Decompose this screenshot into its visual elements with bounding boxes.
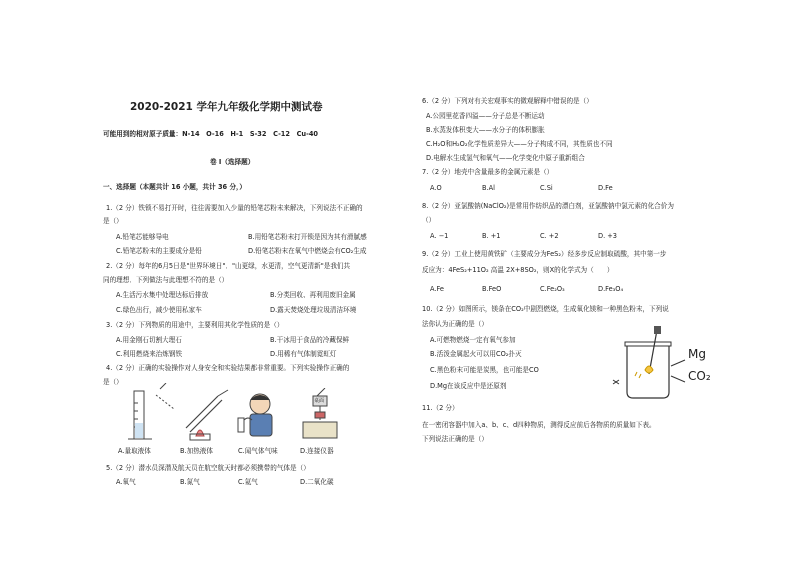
smelling-gas-figure <box>232 390 277 440</box>
q9-option-b: B.FeO <box>482 285 502 293</box>
q3-option-b: B.干冰用于食品的冷藏保鲜 <box>270 336 350 344</box>
q5-option-d: D.二氧化碳 <box>300 478 334 486</box>
q10-option-d: D.Mg在该反应中是还原剂 <box>430 382 507 390</box>
q4-stem-line1: 4.（2 分）正确的实验操作对人身安全和实验结果都非常重要。下列实验操作正确的 <box>106 364 350 372</box>
q2-stem-line2: 同的理想．下列做法与此理想不符的是（） <box>103 276 229 284</box>
q5-option-c: C.氦气 <box>238 478 258 486</box>
q10-option-b: B.活泼金属起火可以用CO₂扑灭 <box>430 350 522 358</box>
section-heading: 一、选择题（本题共计 16 小题，共计 36 分，） <box>103 183 246 191</box>
test-tube-heating-figure <box>178 388 233 443</box>
q6-option-b: B.水蒸发体积变大——水分子的体积膨胀 <box>426 126 545 134</box>
q7-stem: 7.（2 分）地壳中含量最多的金属元素是（） <box>422 168 554 176</box>
q11-stem: 11.（2 分） <box>422 404 459 412</box>
fig-co2-label: CO₂ <box>688 369 711 383</box>
q9-stem-line1: 9.（2 分）工业上使用黄铁矿（主要成分为FeS₂）经多步反应制取硫酸，其中第一步 <box>422 250 667 258</box>
q4-option-a: A.量取液体 <box>118 447 151 455</box>
q10-option-a: A.可燃物燃烧一定有氧气参加 <box>430 336 516 344</box>
q11-line1: 在一密闭容器中加入a、b、c、d四种物质，测得反应前后各物质的质量如下表。 <box>422 421 656 429</box>
q8-option-d: D. +3 <box>598 232 617 240</box>
q10-option-c: C.黑色粉末可能是炭黑，也可能是CO <box>430 366 539 374</box>
q2-option-a: A.生活污水集中处理达标后排放 <box>116 291 209 299</box>
q6-option-c: C.H₂O和H₂O₂化学性质差异大——分子构成不同，其性质也不同 <box>426 140 613 148</box>
q9-option-a: A.Fe <box>430 285 444 293</box>
q9-option-c: C.Fe₂O₃ <box>540 285 565 293</box>
q1-option-a: A.铅笔芯能够导电 <box>116 233 169 241</box>
q6-option-a: A.公园里花香四溢——分子总是不断运动 <box>426 112 545 120</box>
mg-combustion-figure <box>605 326 715 404</box>
q4-option-c: C.闻气体气味 <box>238 447 278 455</box>
page-title: 2020-2021 学年九年级化学期中测试卷 <box>130 101 323 113</box>
q4-table-label: 桌面 <box>314 398 325 404</box>
q4-option-d: D.连接仪器 <box>300 447 334 455</box>
fig-mg-label: Mg <box>688 347 706 361</box>
q1-stem-line2: 是（） <box>103 217 123 225</box>
q7-option-b: B.Al <box>482 184 495 192</box>
q1-stem-line1: 1.（2 分）铁锁不易打开时，往往需要加入少量的铅笔芯粉末来解决，下列说法不正确的 <box>106 204 363 212</box>
q2-option-b: B.分类回收、再利用废旧金属 <box>270 291 356 299</box>
q8-option-b: B. +1 <box>482 232 501 240</box>
q8-stem-line1: 8.（2 分）亚氯酸钠(NaClO₂)是常用作纺织品的漂白剂，亚氯酸钠中氯元素的化合价为 <box>422 202 674 210</box>
q2-option-d: D.露天焚烧处理垃圾清洁环境 <box>270 306 357 314</box>
q1-option-c: C.铅笔芯粉末的主要成分是铅 <box>116 247 202 255</box>
atomic-masses: 可能用到的相对原子质量：N-14 O-16 H-1 S-32 C-12 Cu-40 <box>103 130 319 138</box>
q3-option-d: D.用稀有气体制霓虹灯 <box>270 350 337 358</box>
part-heading: 卷 I（选择题） <box>210 158 255 166</box>
q6-option-d: D.电解水生成氢气和氧气——化学变化中原子重新组合 <box>426 154 585 162</box>
q10-stem-line1: 10.（2 分）如图所示，镁条在CO₂中剧烈燃烧，生成氧化镁和一种黑色粉末，下列说 <box>422 305 669 313</box>
q8-option-c: C. +2 <box>540 232 559 240</box>
q7-option-d: D.Fe <box>598 184 613 192</box>
q2-option-c: C.绿色出行，减少使用私家车 <box>116 306 202 314</box>
q11-line2: 下列说法正确的是（） <box>422 435 488 443</box>
q5-option-a: A.氧气 <box>116 478 136 486</box>
q9-stem-line2: 反应为：4FeS₂+11O₂ 高温 2X+8SO₂，则X的化学式为（ ） <box>422 266 614 274</box>
q4-option-b: B.加热液体 <box>180 447 213 455</box>
q7-option-c: C.Si <box>540 184 553 192</box>
q4-stem-line2: 是（） <box>103 378 123 386</box>
q7-option-a: A.O <box>430 184 442 192</box>
q9-option-d: D.Fe₃O₄ <box>598 285 624 293</box>
q8-stem-line2: （） <box>422 216 436 224</box>
q10-stem-line2: 法你认为正确的是（） <box>422 320 488 328</box>
q3-option-c: C.利用燃烧来治炼钢铁 <box>116 350 183 358</box>
q2-stem-line1: 2.（2 分）每年的6月5日是"世界环境日"．"山更绿，水更清，空气更清新"是我们共 <box>106 262 351 270</box>
q6-stem: 6.（2 分）下列对有关宏观事实的微观解释中错误的是（） <box>422 97 593 105</box>
q5-stem: 5.（2 分）潜水员深潜及航天员在航空航天时都必须携带的气体是（） <box>106 464 310 472</box>
q1-option-b: B.用铅笔芯粉末打开锁是因为其有滑腻感 <box>248 233 367 241</box>
q3-stem: 3.（2 分）下列物质的用途中，主要利用其化学性质的是（） <box>106 321 284 329</box>
q1-option-d: D.铅笔芯粉末在氧气中燃烧会有CO₂生成 <box>248 247 367 255</box>
q8-option-a: A. −1 <box>430 232 449 240</box>
q3-option-a: A.用金刚石切割大理石 <box>116 336 182 344</box>
q5-option-b: B.氮气 <box>180 478 200 486</box>
graduated-cylinder-figure <box>122 383 182 443</box>
